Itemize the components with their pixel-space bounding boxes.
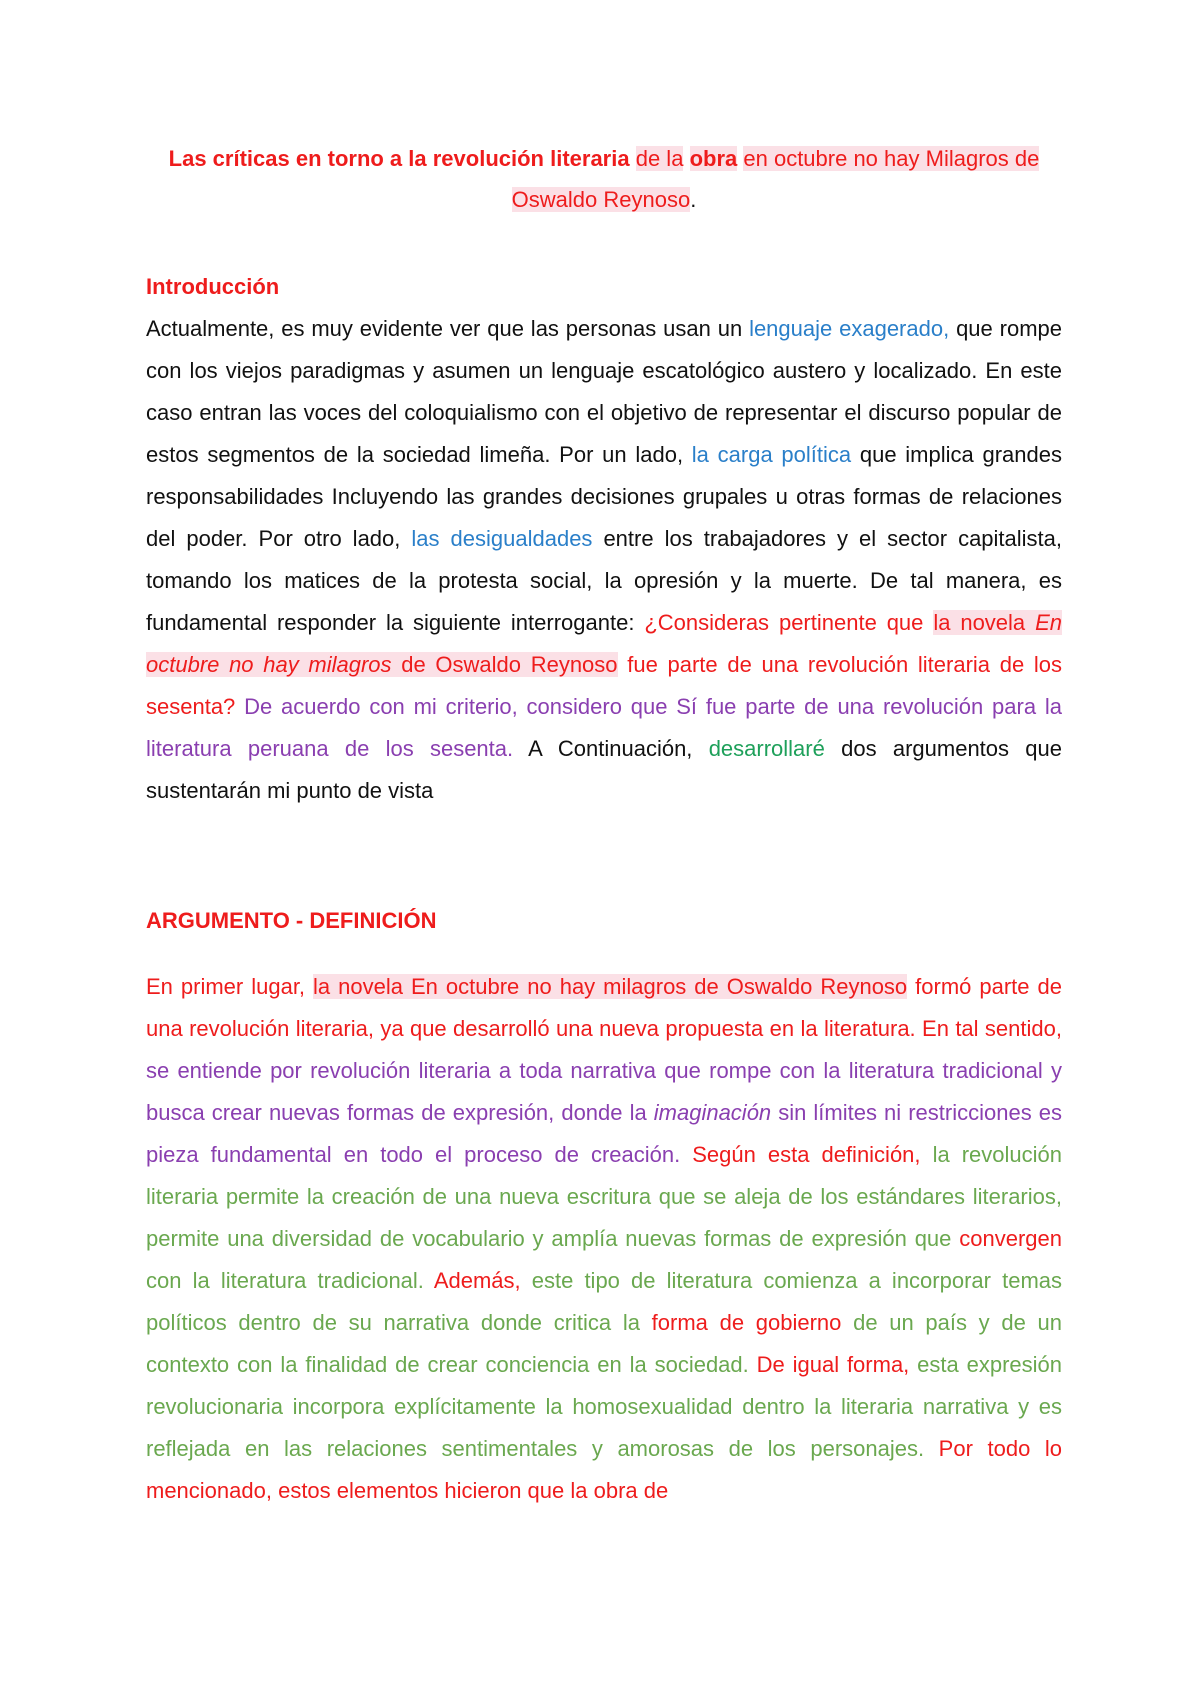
title-part-5: obra	[689, 146, 738, 171]
arg-s01: En primer lugar,	[146, 974, 314, 999]
title-part-1: Las críticas en torno a la revolución literaria	[168, 146, 630, 171]
arg-s04: se entiende por revolución literaria a toda narrativa que rompe con la literatura tradicional y busca crear nuevas formas de expresión, donde la	[146, 1058, 1062, 1125]
arg-s16: esta expresión revolucionaria incorpora explícitamente la homosexualidad dentro la literaria narrativa y es reflejada en las relaciones sentimentales y amorosas de los personajes.	[146, 1352, 1062, 1461]
intro-s14: A Continuación,	[513, 736, 709, 761]
intro-s06: las desigualdades	[411, 526, 593, 551]
intro-s04: la carga política	[691, 442, 852, 467]
intro-s02: lenguaje exagerado,	[749, 316, 950, 341]
title-space-1	[630, 146, 636, 171]
arg-s03: formó parte de una revolución literaria, ya que desarrolló una nueva propuesta en la literatura. En tal sentido,	[146, 974, 1062, 1041]
arg-s08: la revolución literaria permite la creación de una nueva escritura que se aleja de los estándares literarios, permite una diversidad de vocabulario y amplía nuevas formas de expresión que	[146, 1142, 1062, 1251]
arg-s11: Además,	[423, 1268, 521, 1293]
intro-s09: la novela	[933, 610, 1036, 635]
intro-s03: que rompe con los viejos paradigmas y asumen un lenguaje escatológico austero y localizado. En este caso entran las voces del coloquialismo con el objetivo de representar el discurso popular de estos segmentos de la sociedad limeña. Por un lado,	[146, 316, 1062, 467]
title-period: .	[690, 187, 697, 212]
arg-s14: de un país y de un contexto con la finalidad de crear conciencia en la sociedad.	[146, 1310, 1062, 1377]
intro-s01: Actualmente, es muy evidente ver que las personas usan un	[146, 316, 750, 341]
intro-heading: Introducción	[146, 274, 280, 299]
arg-s05: imaginación	[653, 1100, 772, 1125]
intro-s13: De acuerdo con mi criterio, considero que Sí fue parte de una revolución para la literatura peruana de los sesenta.	[146, 694, 1062, 761]
argument-paragraph	[146, 966, 1062, 1512]
intro-s10: En octubre no hay milagros	[146, 610, 1062, 677]
arg-s17: Por todo lo mencionado, estos elementos hicieron que la obra de	[146, 1436, 1063, 1503]
intro-s08: ¿Consideras pertinente que	[644, 610, 934, 635]
arg-s02: la novela En octubre no hay milagros de Oswaldo Reynoso	[313, 974, 908, 999]
intro-s07: entre los trabajadores y el sector capitalista, tomando los matices de la protesta social, la opresión y la muerte. De tal manera, es fundamental responder la siguiente interrogante:	[146, 526, 1063, 635]
intro-s05: que implica grandes responsabilidades Incluyendo las grandes decisiones grupales u otras formas de relaciones del poder. Por otro lado,	[146, 442, 1062, 551]
intro-s11: de Oswaldo Reynoso	[391, 652, 618, 677]
intro-paragraph	[146, 308, 1062, 812]
intro-s16: dos argumentos que sustentarán mi punto de vista	[146, 736, 1062, 803]
arg-s10: con la literatura tradicional.	[146, 1268, 424, 1293]
arg-s06: sin límites ni restricciones es pieza fundamental en todo el proceso de creación.	[146, 1100, 1062, 1167]
arg-s13: forma de gobierno	[651, 1310, 842, 1335]
document-title	[146, 138, 1062, 220]
title-part-7: en octubre no hay Milagros de Oswaldo Reynoso	[511, 146, 1040, 212]
intro-s12: fue parte de una revolución literaria de los sesenta?	[146, 652, 1063, 719]
arg-s15: De igual forma,	[748, 1352, 910, 1377]
arg-s12: este tipo de literatura comienza a incorporar temas políticos dentro de su narrativa donde critica la	[146, 1268, 1062, 1335]
arg-s09: convergen	[959, 1226, 1062, 1251]
argument-heading: ARGUMENTO - DEFINICIÓN	[146, 908, 437, 933]
intro-s15: desarrollaré	[708, 736, 825, 761]
title-part-3: de la	[635, 146, 684, 171]
arg-s07: Según esta definición,	[680, 1142, 921, 1167]
title-space-2	[683, 146, 689, 171]
